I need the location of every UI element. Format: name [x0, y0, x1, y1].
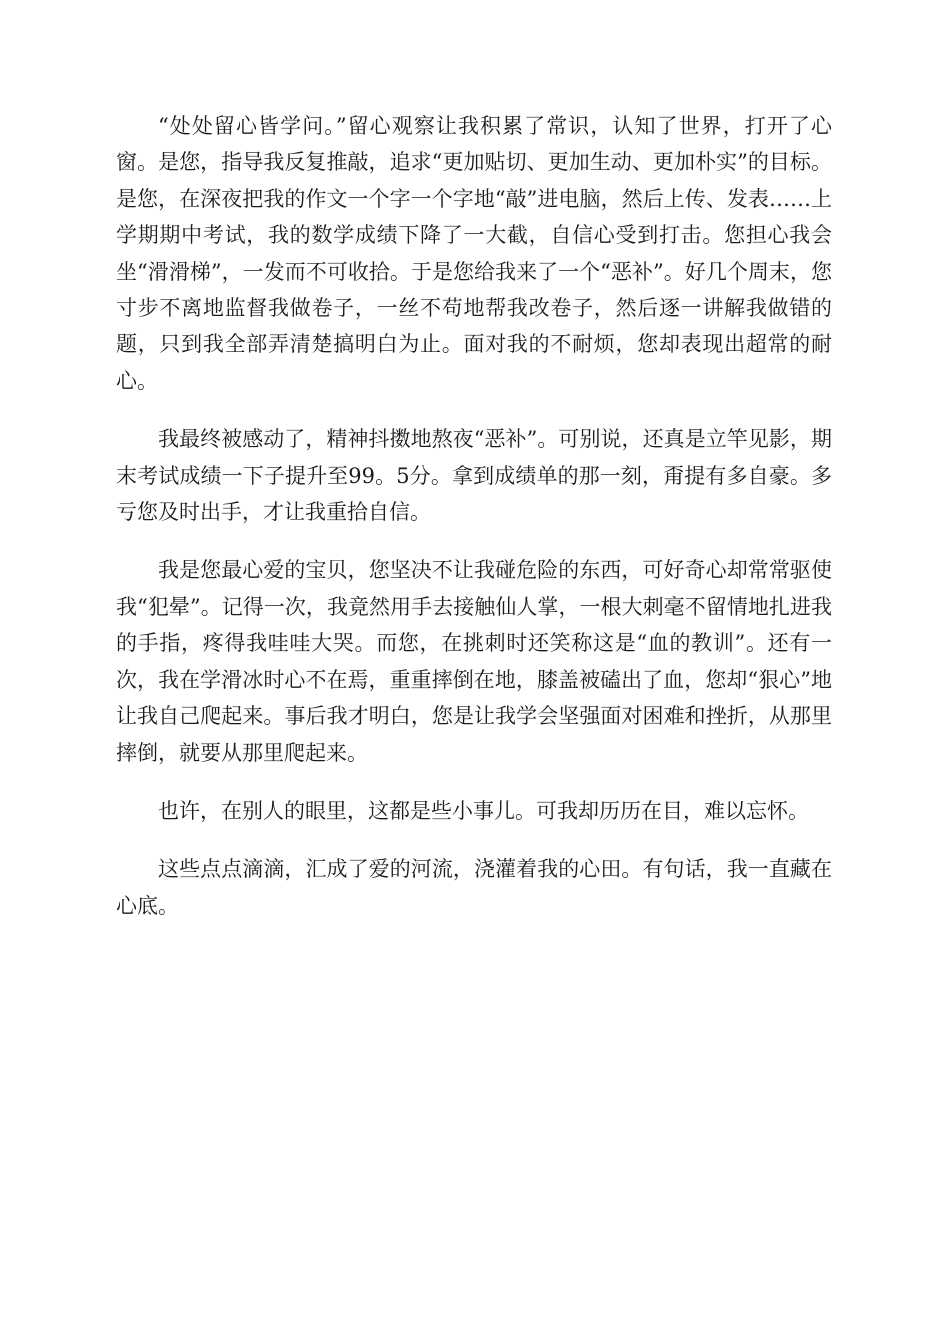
paragraph-4: 也许，在别人的眼里，这都是些小事儿。可我却历历在目，难以忘怀。 — [158, 798, 809, 823]
paragraph-2: 我最终被感动了，精神抖擞地熬夜“恶补”。可别说，还真是立竿见影，期末考试成绩一下子提升至99。5分。拿到成绩单的那一刻，甭提有多自豪。多亏您及时出手，才让我重拾自信。 — [116, 427, 832, 525]
paragraph-1: “处处留心皆学问。”留心观察让我积累了常识，认知了世界，打开了心窗。是您，指导我反复推敲，追求“更加贴切、更加生动、更加朴实”的目标。是您，在深夜把我的作文一个字一个字地“敲”进电脑，然后上传、发表……上学期期中考试，我的数学成绩下降了一大截，自信心受到打击。您担心我会坐“滑滑梯”，一发而不可收拾。于是您给我来了一个“恶补”。好几个周末，您寸步不离地监督我做卷子，一丝不苟地帮我改卷子，然后逐一讲解我做错的题，只到我全部弄清楚搞明白为止。面对我的不耐烦，您却表现出超常的耐心。 — [116, 114, 832, 393]
document-body — [116, 108, 832, 946]
paragraph-3: 我是您最心爱的宝贝，您坚决不让我碰危险的东西，可好奇心却常常驱使我“犯晕”。记得一次，我竟然用手去接触仙人掌，一根大刺毫不留情地扎进我的手指，疼得我哇哇大哭。而您，在挑刺时还笑称这是“血的教训”。还有一次，我在学滑冰时心不在焉，重重摔倒在地，膝盖被磕出了血，您却“狠心”地让我自己爬起来。事后我才明白，您是让我学会坚强面对困难和挫折，从那里摔倒，就要从那里爬起来。 — [116, 558, 832, 765]
paragraph-5: 这些点点滴滴，汇成了爱的河流，浇灌着我的心田。有句话，我一直藏在心底。 — [116, 857, 832, 918]
